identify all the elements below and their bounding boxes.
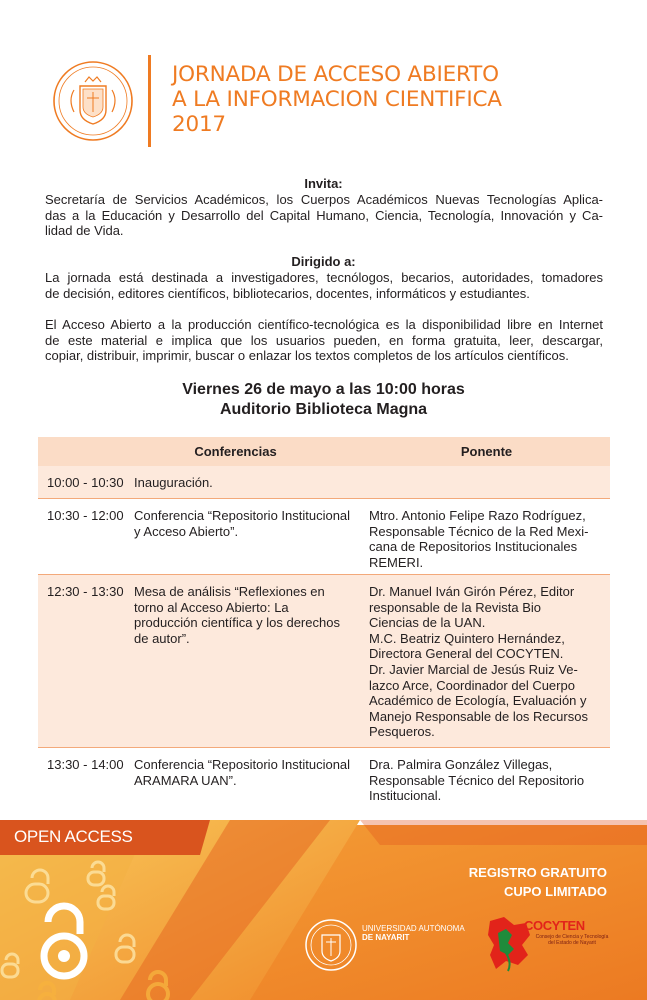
acceso-paragraph [45, 317, 603, 364]
dirigido-heading: Dirigido a: [291, 254, 356, 269]
ponente-line: Institucional. [369, 788, 442, 804]
ponente-line: REMERI. [369, 554, 424, 570]
table-row [38, 499, 610, 574]
event-place: Auditorio Biblioteca Magna [219, 401, 428, 418]
page-title [172, 62, 502, 137]
event-date: Viernes 26 de mayo a las 10:00 horas [182, 381, 465, 398]
conferencia-line: de autor”. [134, 630, 190, 646]
row-time: 10:30 - 12:00 [47, 508, 124, 523]
title-divider [148, 55, 151, 147]
row-ponente [369, 757, 604, 804]
text-line: de decisión, editores científicos, bibliotecarios, docentes, informáticos y estudiantes. [45, 285, 530, 301]
row-time: 13:30 - 14:00 [47, 757, 124, 772]
ponente-line: Directora General del COCYTEN. [369, 646, 564, 662]
registro-line: CUPO LIMITADO [503, 884, 607, 899]
conferencia-line: Conferencia “Repositorio Institucional [134, 757, 351, 772]
ponente-line: Mtro. Antonio Felipe Razo Rodríguez, [369, 508, 586, 523]
ponente-line: Ciencias de la UAN. [369, 615, 486, 631]
dirigido-paragraph [45, 270, 603, 301]
conferencia-line: Mesa de análisis “Reflexiones en [134, 584, 325, 599]
registro-note [469, 863, 607, 901]
footer-banner [0, 805, 647, 1000]
invita-paragraph [45, 192, 603, 239]
ponente-line: M.C. Beatriz Quintero Hernández, [369, 630, 565, 646]
table-row [38, 748, 610, 808]
conferencia-line: torno al Acceso Abierto: La [134, 599, 289, 615]
table-row [38, 466, 610, 498]
ponente-line: cana de Repositorios Institucionales [369, 539, 578, 555]
uan-line: UNIVERSIDAD AUTÓNOMA [362, 924, 465, 933]
open-access-lock-icons [0, 860, 200, 1000]
column-header-ponente: Ponente [460, 444, 513, 459]
title-line: 2017 [172, 112, 226, 137]
title-line: JORNADA DE ACCESO ABIERTO [172, 62, 499, 87]
header [0, 0, 647, 170]
row-conferencia [134, 584, 374, 646]
conferencia-line: ARAMARA UAN”. [134, 772, 237, 788]
uan-wordmark [362, 924, 465, 942]
conferencia-line: Inauguración. [134, 475, 213, 490]
row-conferencia [134, 475, 374, 491]
cocyten-subtitle: Consejo de Ciencia y Tecnología del Estado de Nayarit [535, 934, 609, 946]
uan-footer-seal-logo [304, 918, 358, 972]
open-access-label: OPEN ACCESS [14, 827, 133, 846]
ponente-line: Responsable Técnico de la Red Mexi- [369, 523, 589, 539]
cocyten-name: COCYTEN [524, 918, 585, 933]
ponente-line: Responsable Técnico del Repositorio [369, 772, 585, 788]
text-line: Secretaría de Servicios Académicos, los Cuerpos Académicos Nuevas Tecnologías Aplica- [45, 192, 603, 207]
column-header-conferencias: Conferencias [194, 444, 277, 459]
row-time: 10:00 - 10:30 [47, 475, 124, 490]
ponente-line: responsable de la Revista Bio [369, 599, 541, 615]
row-conferencia [134, 508, 374, 539]
text-line: das a la Educación y Desarrollo del Capital Humano, Ciencia, Tecnología, Innovación y Ca- [45, 207, 603, 223]
table-header [38, 437, 610, 466]
row-conferencia [134, 757, 374, 788]
text-line: El Acceso Abierto a la producción científico-tecnológica es la disponibilidad libre en Internet [45, 317, 603, 332]
ponente-line: Dra. Palmira González Villegas, [369, 757, 553, 772]
text-line: copiar, distribuir, imprimir, buscar o enlazar los textos completos de los artículos científicos. [45, 348, 569, 364]
table-row [38, 575, 610, 747]
title-line: A LA INFORMACION CIENTIFICA [172, 87, 502, 112]
row-ponente [369, 584, 604, 740]
ponente-line: Académico de Ecología, Evaluación y [369, 693, 587, 709]
conferencia-line: Conferencia “Repositorio Institucional [134, 508, 351, 523]
ponente-line: lazco Arce, Coordinador del Cuerpo [369, 677, 575, 693]
row-time: 12:30 - 13:30 [47, 584, 124, 599]
ponente-line: Dr. Manuel Iván Girón Pérez, Editor [369, 584, 575, 599]
text-line: lidad de Vida. [45, 223, 124, 239]
conferencia-line: producción científica y los derechos [134, 615, 340, 631]
ponente-line: Pesqueros. [369, 724, 435, 740]
row-ponente [369, 508, 604, 570]
registro-line: REGISTRO GRATUITO [468, 865, 607, 880]
uan-line: DE NAYARIT [362, 933, 410, 942]
ponente-line: Dr. Javier Marcial de Jesús Ruiz Ve- [369, 661, 578, 677]
ponente-line: Manejo Responsable de los Recursos [369, 708, 588, 724]
invita-heading: Invita: [304, 176, 343, 191]
program-table [38, 437, 610, 808]
conferencia-line: y Acceso Abierto”. [134, 523, 239, 539]
text-line: La jornada está destinada a investigadores, tecnólogos, becarios, autoridades, tomadores [45, 270, 603, 285]
text-line: de este material e implica que los usuarios pueden, en forma gratuita, leer, descargar, [45, 332, 603, 348]
uan-seal-logo [52, 60, 134, 142]
